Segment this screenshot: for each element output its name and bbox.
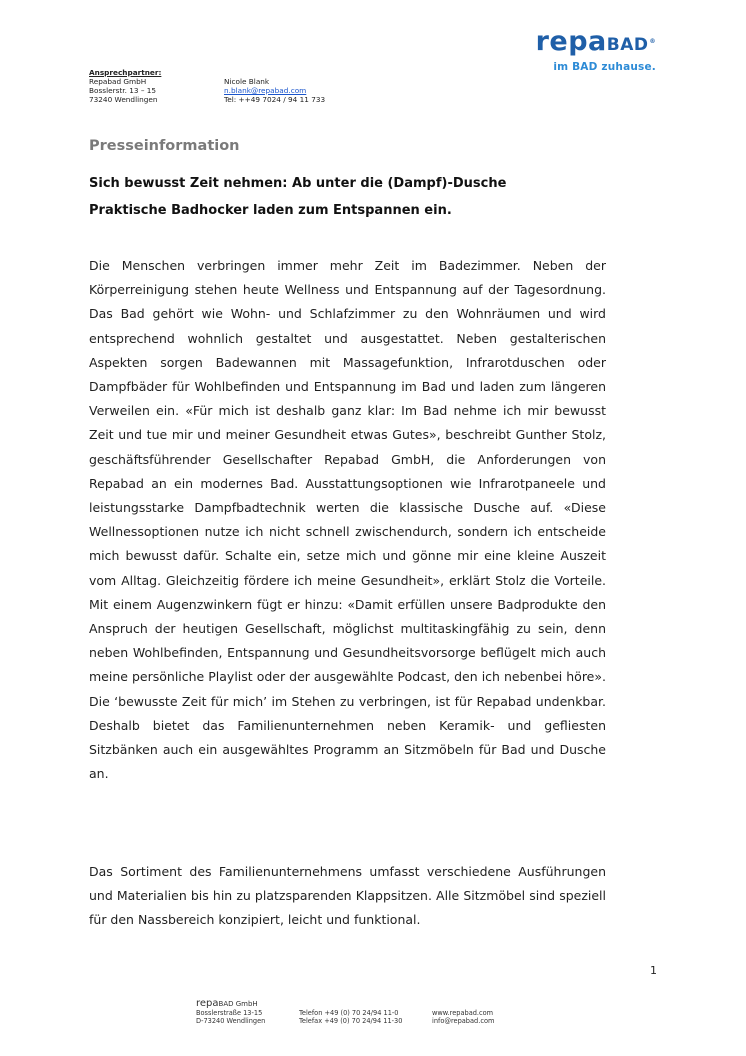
footer-web-contact [432, 1009, 494, 1026]
contact-address [89, 77, 161, 104]
footer-city: D-73240 Wendlingen [196, 1017, 266, 1026]
press-subtitle: Praktische Badhocker laden zum Entspannen ein. [89, 203, 452, 218]
footer-fax: Telefax +49 (0) 70 24/94 11-30 [299, 1017, 403, 1026]
contact-person-block [224, 77, 325, 104]
footer-street: Bosslerstraße 13-15 [196, 1009, 263, 1017]
contact-company: Repabad GmbH [89, 77, 147, 86]
footer-phone: Telefon +49 (0) 70 24/94 11-0 [299, 1009, 399, 1017]
contact-person: Nicole Blank [224, 77, 270, 86]
contact-phone: Tel: ++49 7024 / 94 11 733 [224, 95, 326, 104]
page-number: 1 [650, 964, 657, 977]
footer-brand-repa: repa [196, 998, 219, 1009]
document-kind: Presseinformation [89, 138, 240, 154]
footer-email-link[interactable]: info@repabad.com [432, 1017, 495, 1026]
footer [196, 998, 495, 1026]
body-paragraph-1: Die Menschen verbringen immer mehr Zeit im Badezimmer. Neben der Körperreinigung stehen heute Wellness und Entspannung auf der Tagesordnung. Das Bad gehört wie Wohn- und Schlafzimmer zu den Wohnräumen und wird entsprechend wohnlich gestaltet und ausgestattet. Neben gestalterischen Aspekten sorgen Badewannen mit Massagefunktion, Infrarotduschen oder Dampfbäder für Wohlbefinden und Entspannung im Bad und laden zum längeren Verweilen ein. «Für mich ist deshalb ganz klar: Im Bad nehme ich mir bewusst Zeit und tue mir und meiner Gesundheit etwas Gutes», beschreibt Gunther Stolz, geschäftsführender Gesellschafter Repabad GmbH, die Anforderungen von Repabad an ein modernes Bad. Ausstattungsoptionen wie Infrarotpaneele und leistungsstarke Dampfbadtechnik werten die klassische Dusche auf. «Diese Wellnessoptionen nutze ich nicht schnell zwischendurch, sondern ich entscheide mich bewusst dafür. Schalte ein, setze mich und gönne mir eine kleine Auszeit vom Alltag. Gleichzeitig fördere ich meine Gesundheit», erklärt Stolz die Vorteile. Mit einem Augenzwinkern fügt er hinzu: «Damit erfüllen unsere Badprodukte den Anspruch der heutigen Gesellschaft, möglichst multitaskingfähig zu sein, denn neben Wohlbefinden, Entspannung und Gesundheitsvorsorge beflügelt mich auch meine persönliche Playlist oder der ausgewählte Podcast, den ich nebenbei höre». Die ‘bewusste Zeit für mich’ im Stehen zu verbringen, ist für Repabad undenkbar. Deshalb bietet das Familienunternehmen neben Keramik- und gefliesten Sitzbänken auch ein ausgewähltes Programm an Sitzmöbeln für Bad und Dusche an. [89, 258, 606, 782]
logo-wordmark [536, 28, 656, 59]
contact-email-link[interactable]: n.blank@repabad.com [224, 86, 307, 95]
footer-address [196, 1009, 265, 1026]
contact-street: Bosslerstr. 13 – 15 [89, 86, 157, 95]
logo-bad: BAD [606, 35, 649, 55]
body-paragraph-2: Das Sortiment des Familienunternehmens umfasst verschiedene Ausführungen und Materialien bis hin zu platzsparenden Klappsitzen. Alle Sitzmöbel sind speziell für den Nassbereich konzipiert, leicht und funktional. [89, 864, 606, 928]
footer-phones [299, 1009, 402, 1026]
footer-brand-rest: BAD GmbH [218, 1000, 258, 1008]
footer-web-link[interactable]: www.repabad.com [432, 1009, 494, 1017]
logo-repa: repa [535, 26, 607, 57]
logo-tagline: im BAD zuhause. [553, 61, 656, 73]
contact-block [89, 68, 326, 104]
contact-heading: Ansprechpartner: [89, 68, 162, 77]
repabad-logo [536, 28, 656, 73]
press-title: Sich bewusst Zeit nehmen: Ab unter die (Dampf)-Dusche [89, 176, 507, 191]
contact-city: 73240 Wendlingen [89, 95, 158, 104]
registered-mark: ® [649, 38, 656, 45]
